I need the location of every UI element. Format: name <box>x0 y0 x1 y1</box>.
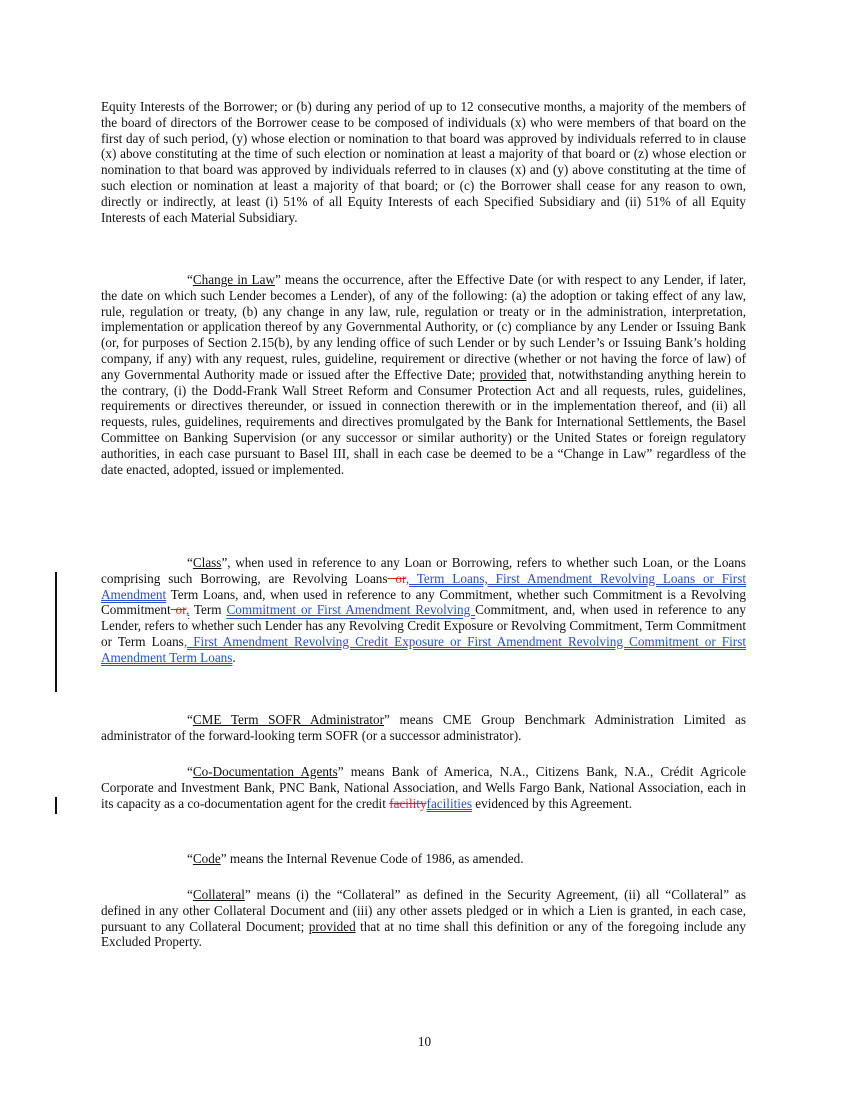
definition-cme-term-sofr-administrator <box>101 712 746 744</box>
defined-term: Class <box>192 555 222 570</box>
open-quote: “ <box>187 887 193 902</box>
open-quote: “ <box>187 764 193 779</box>
page-number: 10 <box>417 1034 432 1049</box>
defined-term: CME Term SOFR Administrator <box>192 712 385 727</box>
inserted-text: Commitment or First Amendment Revolving <box>226 602 476 618</box>
deleted-text: or <box>387 570 406 586</box>
definition-text: ” means the Internal Revenue Code of 1986, as amended. <box>220 851 524 866</box>
definition-text: that at no time shall this definition or any of the foregoing include any Excluded Property. <box>101 918 746 950</box>
provided-term: provided <box>308 918 356 934</box>
inserted-text: , <box>185 602 190 618</box>
defined-term: Code <box>192 851 221 866</box>
definition-text: Commitment, and, when used in reference to any Lender, refers to whether such Lender has any Revolving Credit Exposure or Revolving Commitment, Term Commitment or Term Loans <box>101 602 746 649</box>
definition-text: ” means CME Group Benchmark Administration Limited as administrator of the forward-looking term SOFR (or a successor administrator). <box>101 712 746 743</box>
inserted-text: , Term Loans, First Amendment Revolving Loans or First Amendment <box>101 570 746 602</box>
defined-term: Co-Documentation Agents <box>192 764 338 779</box>
definition-text: . <box>232 649 236 665</box>
defined-term: Change in Law <box>192 272 275 287</box>
definition-text: ”, when used in reference to any Loan or Borrowing, refers to whether such Loan, or the Loans comprising such Borrowing, are Revolving Loans <box>101 555 746 586</box>
definition-text: that, notwithstanding anything herein to the contrary, (i) the Dodd-Frank Wall Street Reform and Consumer Protection Act and all requests, rules, guidelines, requirements or directives thereunder, or issued in connection therewith or in the implementation thereof, and (ii) all requests, rules, guidelines, requirements and directives promulgated by the Bank for International Settlements, the Basel Committee on Banking Supervision (or any successor or similar authority) or the United States or foreign regulatory authorities, in each case pursuant to Basel III, shall in each case be deemed to be a “Change in Law” regardless of the date enacted, adopted, issued or implemented. <box>101 366 746 477</box>
paragraph-change-of-control-continued <box>101 99 746 225</box>
deleted-text: or <box>170 602 186 618</box>
deleted-text: facility <box>389 795 427 811</box>
open-quote: “ <box>187 851 193 866</box>
definition-text: ” means the occurrence, after the Effective Date (or with respect to any Lender, if later, the date on which such Lender becomes a Lender), of any of the following: (a) the adoption or taking effect of any law, rule, regulation or treaty, (b) any change in any law, rule, regulation or treaty or in the administration, interpretation, implementation or application thereof by any Governmental Authority, or (c) compliance by any Lender or Issuing Bank (or, for purposes of Section 2.15(b), by any lending office of such Lender or by such Lender’s or Issuing Bank’s holding company, if any) with any request, rules, guideline, requirement or directive (whether or not having the force of law) of any Governmental Authority made or issued after the Effective Date; <box>101 272 746 382</box>
inserted-text: , First Amendment Revolving Credit Exposure or First Amendment Revolving Commitment or First Amendment Term Loans <box>101 633 746 665</box>
open-quote: “ <box>187 272 193 287</box>
open-quote: “ <box>187 555 193 570</box>
definition-text: ” means Bank of America, N.A., Citizens Bank, N.A., Crédit Agricole Corporate and Investment Bank, PNC Bank, National Association, and Wells Fargo Bank, National Association, each in its capacity as a co-documentation agent for the credit <box>101 764 746 811</box>
definition-co-documentation-agents <box>101 764 746 811</box>
definition-text: evidenced by this Agreement. <box>471 795 632 811</box>
definition-text: ” means (i) the “Collateral” as defined in the Security Agreement, (ii) all “Collateral” as defined in any other Collateral Document and (iii) any other assets pledged or in which a Lien is granted, in each case, pursuant to any Collateral Document; <box>101 887 746 934</box>
definition-text: Term <box>189 602 227 618</box>
definition-class <box>101 555 746 666</box>
inserted-text: facilities <box>426 795 472 811</box>
provided-term: provided <box>479 366 527 382</box>
change-bar-co-documentation <box>55 797 57 814</box>
paragraph-text: Equity Interests of the Borrower; or (b) during any period of up to 12 consecutive months, a majority of the members of the board of directors of the Borrower cease to be composed of individuals (x) who were members of that board on the first day of such period, (y) whose election or nomination to that board was approved by individuals referred to in clause (x) above constituting at the time of such election or nomination at least a majority of that board or (z) whose election or nomination to that board was approved by individuals referred to in clauses (x) and (y) above constituting at the time of such election or nomination at least a majority of that board; or (c) the Borrower shall cease for any reason to own, directly or indirectly, at least (i) 51% of all Equity Interests of each Specified Subsidiary and (ii) 51% of all Equity Interests of each Material Subsidiary. <box>101 99 746 225</box>
definition-collateral <box>101 887 746 950</box>
defined-term: Collateral <box>192 887 245 902</box>
change-bar-class <box>55 572 57 692</box>
definition-text: Term Loans, and, when used in reference to any Commitment, whether such Commitment is a Revolving Commitment <box>101 586 746 618</box>
definition-code <box>101 851 746 867</box>
open-quote: “ <box>187 712 193 727</box>
definition-change-in-law <box>101 272 746 477</box>
